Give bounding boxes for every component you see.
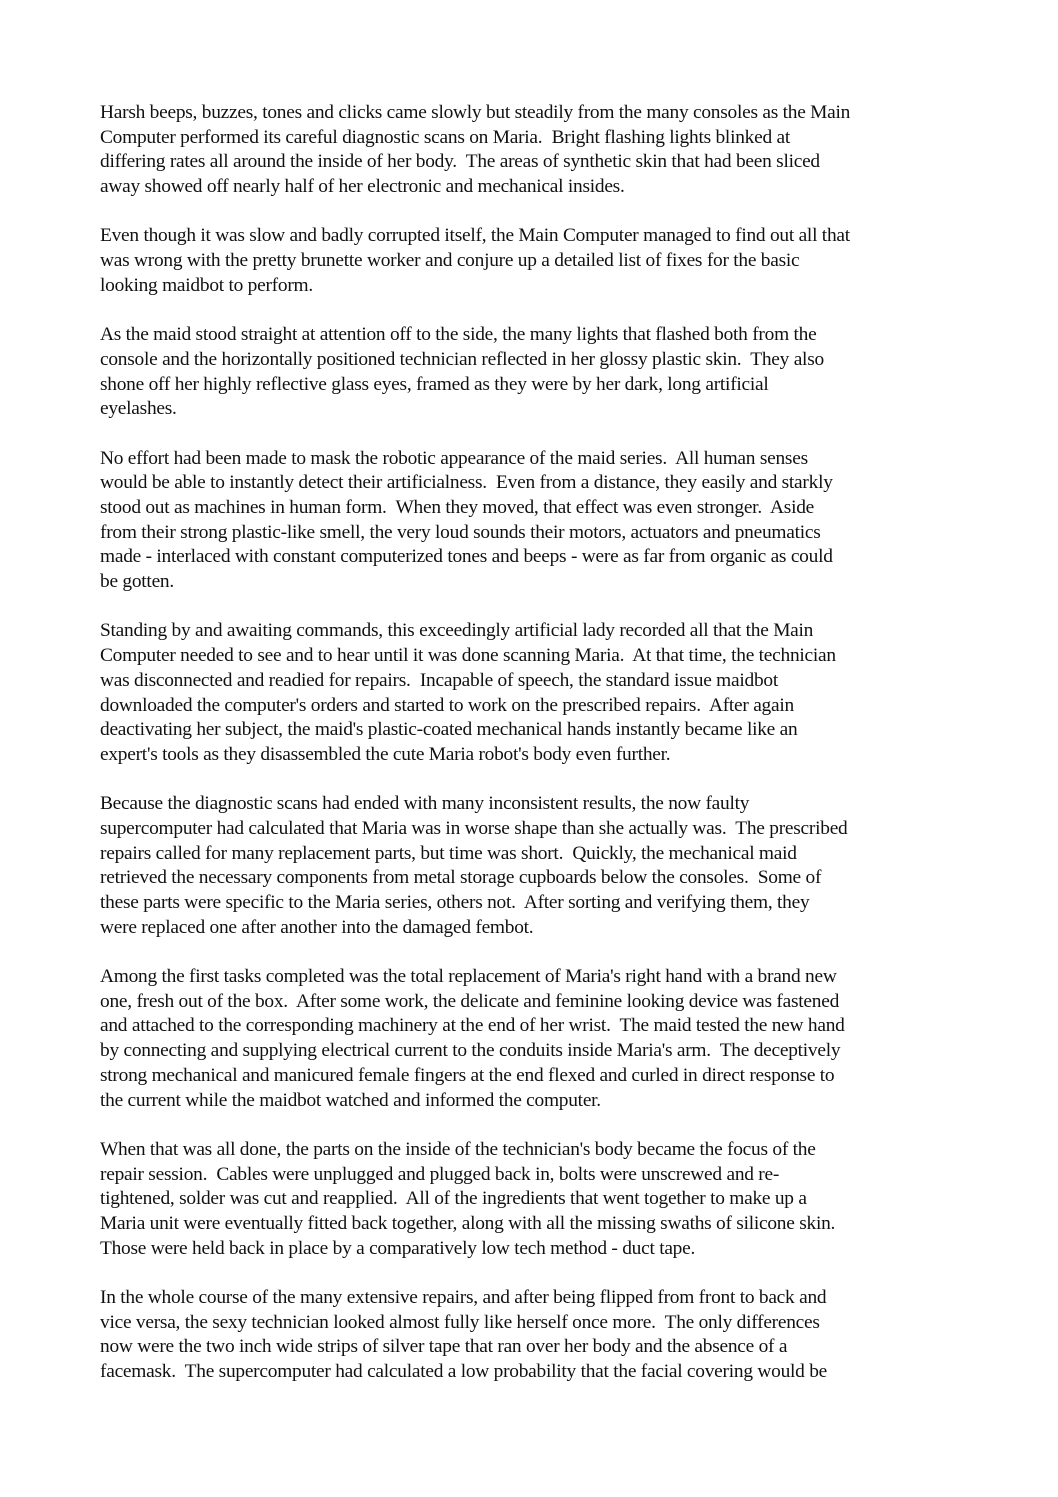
text-line: by connecting and supplying electrical current to the conduits inside Maria's arm. The deceptively <box>100 1040 841 1062</box>
text-line: these parts were specific to the Maria series, others not. After sorting and verifying them, they <box>100 892 810 913</box>
text-line: one, fresh out of the box. After some work, the delicate and feminine looking device was fastened <box>100 990 840 1012</box>
text-line: As the maid stood straight at attention off to the side, the many lights that flashed both from the <box>100 324 817 346</box>
text-line: stood out as machines in human form. When they moved, that effect was even stronger. Aside <box>100 497 815 518</box>
text-line: tightened, solder was cut and reapplied. All of the ingredients that went together to make up a <box>100 1188 807 1210</box>
document-body <box>100 101 980 1409</box>
paragraph <box>100 101 980 200</box>
text-line: eyelashes. <box>100 398 177 420</box>
text-line: from their strong plastic-like smell, the very loud sounds their motors, actuators and pneumatics <box>100 521 821 543</box>
text-line: differing rates all around the inside of her body. The areas of synthetic skin that had been sliced <box>100 151 820 173</box>
paragraph <box>100 447 980 595</box>
text-line: Computer performed its careful diagnostic scans on Maria. Bright flashing lights blinked at <box>100 126 790 148</box>
text-line: looking maidbot to perform. <box>100 274 313 296</box>
paragraph <box>100 323 980 422</box>
paragraph <box>100 1286 980 1385</box>
text-line: supercomputer had calculated that Maria was in worse shape than she actually was. The prescribed <box>100 817 848 839</box>
text-line: expert's tools as they disassembled the cute Maria robot's body even further. <box>100 743 671 765</box>
text-line: vice versa, the sexy technician looked almost fully like herself once more. The only differences <box>100 1311 820 1333</box>
text-line: Because the diagnostic scans had ended with many inconsistent results, the now faulty <box>100 793 750 815</box>
text-line: Those were held back in place by a comparatively low tech method - duct tape. <box>100 1237 696 1259</box>
text-line: When that was all done, the parts on the inside of the technician's body became the focus of the <box>100 1138 816 1160</box>
text-line: In the whole course of the many extensive repairs, and after being flipped from front to back and <box>100 1287 827 1308</box>
paragraph <box>100 619 980 767</box>
text-line: repair session. Cables were unplugged and plugged back in, bolts were unscrewed and re- <box>100 1163 780 1185</box>
text-line: downloaded the computer's orders and started to work on the prescribed repairs. After again <box>100 694 794 716</box>
text-line: strong mechanical and manicured female fingers at the end flexed and curled in direct response to <box>100 1064 835 1086</box>
paragraph <box>100 965 980 1113</box>
text-line: facemask. The supercomputer had calculated a low probability that the facial covering would be <box>100 1361 827 1383</box>
text-line: away showed off nearly half of her electronic and mechanical insides. <box>100 176 625 198</box>
text-line: retrieved the necessary components from metal storage cupboards below the consoles. Some of <box>100 867 822 889</box>
text-line: was disconnected and readied for repairs. Incapable of speech, the standard issue maidbot <box>100 669 778 691</box>
text-line: were replaced one after another into the damaged fembot. <box>100 916 534 938</box>
text-line: would be able to instantly detect their artificialness. Even from a distance, they easily and starkly <box>100 472 833 494</box>
text-line: Maria unit were eventually fitted back together, along with all the missing swaths of silicone skin. <box>100 1212 836 1234</box>
text-line: be gotten. <box>100 571 174 593</box>
text-line: made - interlaced with constant computerized tones and beeps - were as far from organic as could <box>100 546 833 568</box>
text-line: the current while the maidbot watched and informed the computer. <box>100 1089 601 1111</box>
paragraph <box>100 224 980 298</box>
text-line: and attached to the corresponding machinery at the end of her wrist. The maid tested the new hand <box>100 1015 845 1037</box>
text-line: Standing by and awaiting commands, this exceedingly artificial lady recorded all that the Main <box>100 620 814 642</box>
text-line: Harsh beeps, buzzes, tones and clicks came slowly but steadily from the many consoles as the Main <box>100 102 851 123</box>
text-line: was wrong with the pretty brunette worker and conjure up a detailed list of fixes for the basic <box>100 250 800 272</box>
text-line: Even though it was slow and badly corrupted itself, the Main Computer managed to find out all that <box>100 225 850 247</box>
text-line: repairs called for many replacement parts, but time was short. Quickly, the mechanical maid <box>100 842 797 864</box>
text-line: Among the first tasks completed was the total replacement of Maria's right hand with a brand new <box>100 966 837 988</box>
text-line: now were the two inch wide strips of silver tape that ran over her body and the absence of a <box>100 1336 788 1358</box>
text-line: console and the horizontally positioned technician reflected in her glossy plastic skin. They also <box>100 348 824 370</box>
text-line: Computer needed to see and to hear until it was done scanning Maria. At that time, the technician <box>100 645 836 667</box>
paragraph <box>100 1138 980 1261</box>
paragraph <box>100 792 980 940</box>
text-line: No effort had been made to mask the robotic appearance of the maid series. All human senses <box>100 447 808 469</box>
text-line: deactivating her subject, the maid's plastic-coated mechanical hands instantly became like an <box>100 719 798 741</box>
text-line: shone off her highly reflective glass eyes, framed as they were by her dark, long artificial <box>100 373 769 395</box>
